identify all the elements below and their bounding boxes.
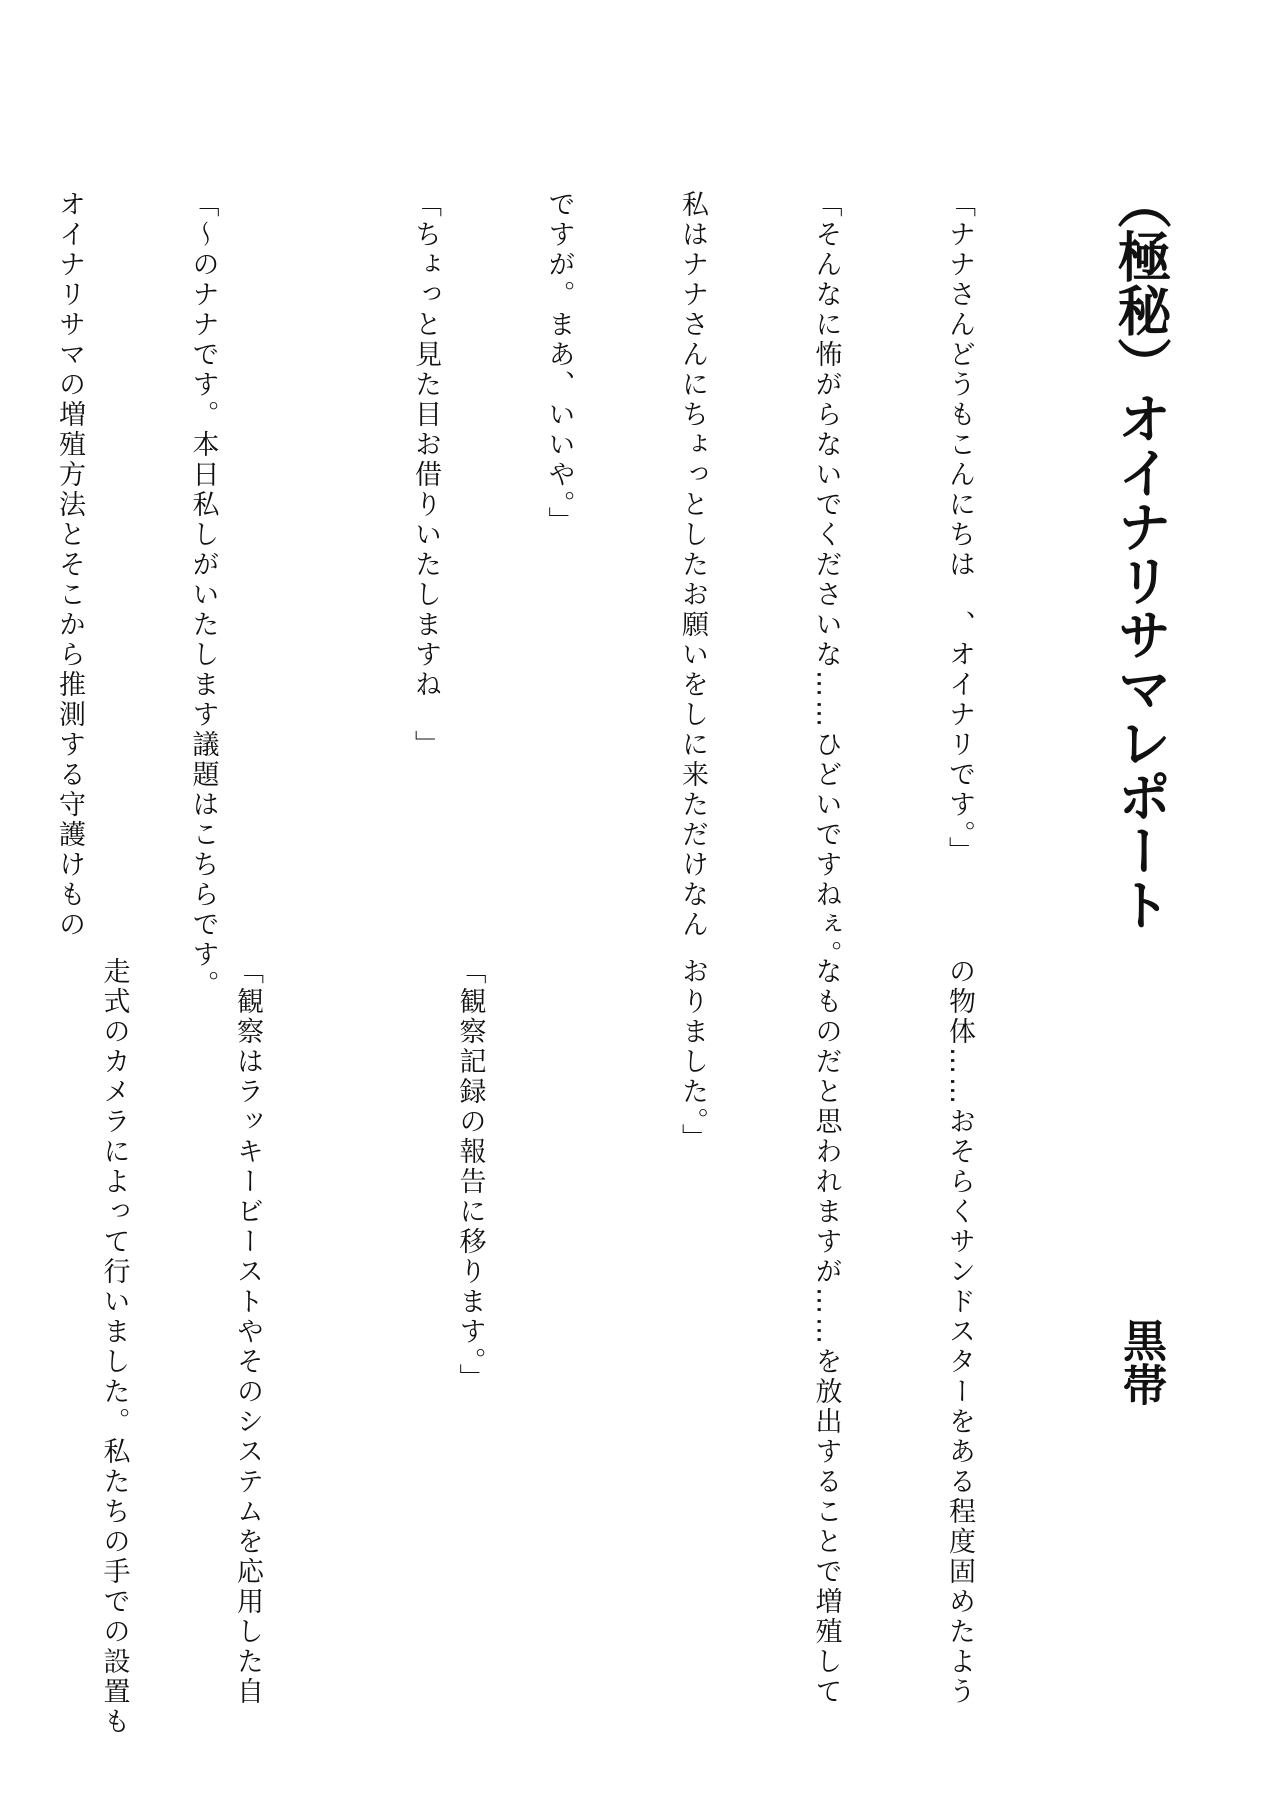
text-line: 「観察記録の報告に移ります。」 — [454, 957, 486, 1394]
text-line: 「観察はラッキービーストやそのシステムを応用した自 — [232, 957, 263, 1707]
document-title: （極秘）オイナリサマレポート — [1109, 175, 1172, 931]
text-line: 「～のナナです。本日私しがいたします議題はこちらです。 — [187, 190, 219, 1000]
text-line: ですが。まあ、いいや。」 — [543, 190, 575, 537]
text-line: の物体……おそらくサンドスターをある程度固めたよう — [944, 957, 975, 1707]
text-line: おりました。」 — [677, 957, 708, 1154]
text-line: 「そんなに怖がらないでくださいな……ひどいですねぇ。 — [810, 190, 842, 970]
text-line: 「ナナさんどうもこんにちは 、オイナリです。」 — [944, 190, 975, 867]
lower-text-block — [0, 957, 1070, 1737]
author-name: 黒帯 — [1115, 1318, 1166, 1406]
text-line: 走式のカメラによって行いました。私たちの手での設置も — [98, 957, 130, 1737]
text-line — [0, 957, 2, 1637]
text-line: 私はナナさんにちょっとしたお願いをしに来ただけなん — [677, 190, 708, 940]
text-line: オイナリサマの増殖方法とそこから推測する守護けもの — [54, 190, 85, 940]
upper-text-block — [0, 190, 1070, 1000]
text-line: 「ちょっと見た目お借りいたしますね 」 — [410, 190, 441, 760]
text-line: なものだと思われますが……を放出することで増殖して — [810, 957, 842, 1707]
